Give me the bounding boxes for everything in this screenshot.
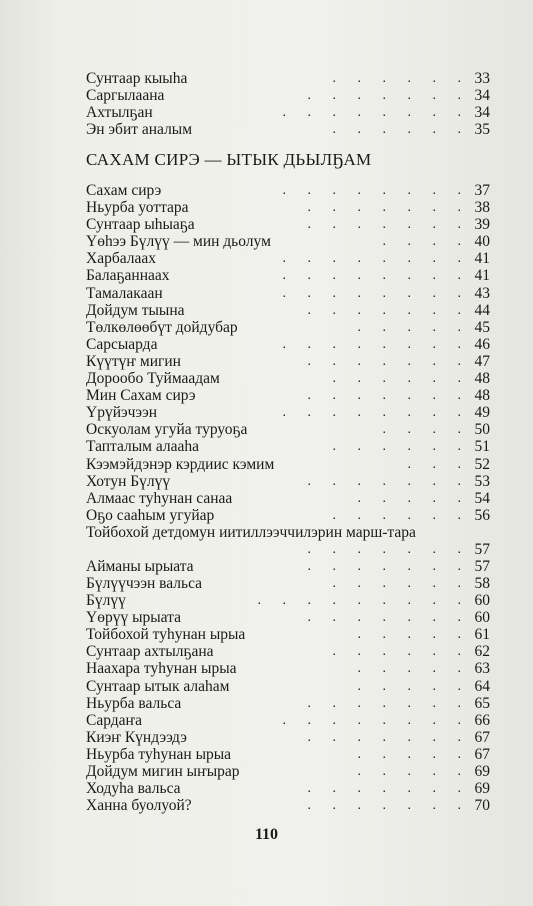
toc-entry [86,370,490,387]
toc-leader-dots: . . . . . . . [307,353,470,369]
toc-entry-page: 67 [474,728,490,746]
toc-entry-page: 41 [474,250,490,268]
toc-entry [86,473,490,490]
toc-entry [86,199,490,216]
toc-entry-page: 34 [474,104,490,122]
toc-leader-dots: . . . . . . [332,575,470,591]
toc-entry [86,404,490,421]
toc-entry-title: Саргылаана [86,87,165,105]
toc-entry [86,524,490,558]
toc-entry [86,387,490,404]
toc-leader-dots: . . . [407,456,470,472]
toc-entry [86,780,490,797]
toc-entry-title: Күүтүҥ мигин [86,352,181,370]
toc-leader-dots: . . . . . . . . . [257,593,470,609]
toc-leader-dots: . . . . . [357,661,470,677]
toc-entry-page: 43 [474,284,490,302]
toc-entry [86,729,490,746]
toc-entry-title: Үөһээ Бүлүү — мин дьолум [86,233,271,251]
toc-entry-page: 50 [474,421,490,439]
toc-leader-dots: . . . . . . . . [282,285,470,301]
toc-entry-title: Бүлүү [86,592,126,610]
toc-entry-page: 48 [474,387,490,405]
toc-entry-title: Үрүйэчээн [86,404,158,422]
toc-entry-title: Ходуһа вальса [86,780,181,798]
toc-entry [86,490,490,507]
toc-leader-dots: . . . . . . . . [282,336,470,352]
toc-entry-page: 57 [474,557,490,575]
toc-leader-dots: . . . . . . . . [282,268,470,284]
toc-entry-title: Тапталым алааһа [86,438,200,456]
toc-entry-title: Дорообо Туймаадам [86,370,220,388]
toc-entry [86,626,490,643]
toc-entry [86,712,490,729]
toc-leader-dots: . . . . . . [332,71,470,86]
toc-leader-dots: . . . . . [357,627,470,643]
toc-entry-title: Сардаҥа [86,711,143,729]
toc-entry [86,285,490,302]
toc-entry [86,182,490,199]
toc-leader-dots: . . . . . . . . [282,712,470,728]
toc-entry [86,558,490,575]
toc-entry-title: Тойбохой туһунан ырыа [86,626,246,644]
toc-entry-title: Төлкөлөөбүт дойдубар [86,318,238,336]
toc-entry-title: Сарсыарда [86,335,158,353]
toc-entry-page: 45 [474,318,490,336]
toc-entry-title: Дойдум тыына [86,301,185,319]
toc-leader-dots: . . . . . . . . [282,251,470,267]
toc-leader-dots: . . . . . . [332,644,470,660]
toc-entry-page: 54 [474,489,490,507]
toc-entry [86,319,490,336]
toc-entry [86,746,490,763]
toc-leader-dots: . . . . . . . [307,88,470,104]
toc-entry-title: Сахам сирэ [86,182,162,199]
toc-entry [86,643,490,660]
toc-entry-page: 63 [474,660,490,678]
toc-entry-title: Ньурба уоттара [86,199,189,217]
toc-leader-dots: . . . . . . . . [282,105,470,121]
toc-entry-page: 64 [474,677,490,695]
toc-entry [86,70,490,87]
toc-entry-title: Ханна буолуой? [86,797,192,815]
toc-entry-title: Наахара туһунан ырыа [86,660,237,678]
toc-entry-title: Сунтаар ахтылҕана [86,643,214,661]
toc-entry [86,507,490,524]
toc-entry [86,121,490,138]
toc-entry-title: Киэҥ Күндээдэ [86,728,187,746]
toc-entry-title: Харбалаах [86,250,156,268]
toc-entry [86,353,490,370]
toc-leader-dots: . . . . . [357,319,470,335]
section-heading: САХАМ СИРЭ — ЫТЫК ДЬЫЛҔАМ [86,150,372,169]
toc-entry-title: Алмаас туһунан санаа [86,489,233,507]
toc-leader-dots: . . . . . [357,746,470,762]
toc-entry-page: 62 [474,643,490,661]
toc-leader-dots: . . . . . . [332,122,470,138]
toc-entry [86,456,490,473]
toc-entry [86,216,490,233]
toc-leader-dots: . . . . . [357,490,470,506]
toc-leader-dots: . . . . . . [332,439,470,455]
toc-entry-title: Мин Сахам сирэ [86,387,196,405]
page-number: 110 [254,826,279,843]
toc-entry-title: Сунтаар ыһыаҕа [86,216,195,234]
toc-entry-page: 51 [474,438,490,456]
toc-leader-dots: . . . . . . [332,507,470,523]
toc-entry [86,797,490,814]
toc-entry-page: 37 [474,182,490,199]
toc-entry-title: Ахтылҕан [86,104,153,122]
toc-entry-title: Ньурба вальса [86,694,182,712]
toc-leader-dots: . . . . [382,234,470,250]
toc-entry [86,336,490,353]
toc-entry-title: Дойдум мигин ыҥырар [86,763,240,780]
toc-entry-page: 66 [474,711,490,729]
toc-entry-page: 38 [474,199,490,217]
toc-entry-title: Оскуолам угуйа туруоҕа [86,421,248,439]
toc-leader-dots: . . . . . . . [307,729,470,745]
toc-entry-page: 60 [474,609,490,627]
toc-entry [86,250,490,267]
toc-entry [86,609,490,626]
toc-entry-page: 70 [474,797,490,815]
toc-entry-title: Ньурба туһунан ырыа [86,745,232,763]
toc-leader-dots: . . . . . . . [307,217,470,233]
toc-entry-page: 34 [474,87,490,105]
toc-entry-title: Оҕо сааһым угуйар [86,506,215,524]
toc-entry-title: Кээмэйдэнэр кэрдиис кэмим [86,455,275,473]
toc-leader-dots: . . . . . . . . [282,183,470,198]
toc-leader-dots: . . . . . . . [307,473,470,489]
toc-entry-title: Үөрүү ырыата [86,609,181,627]
toc-leader-dots: . . . . . . . . [282,405,470,421]
toc-entry [86,660,490,677]
toc-leader-dots: . . . . . [357,678,470,694]
toc-entry [86,678,490,695]
toc-entry [86,421,490,438]
toc-entry-title: Балаҕаннаах [86,267,170,285]
toc-entry [86,104,490,121]
toc-entry-page: 53 [474,472,490,490]
toc-entry-page: 48 [474,370,490,388]
toc-leader-dots: . . . . . . . [307,798,470,814]
toc-entry-title: Эн эбит аналым [86,121,193,139]
toc-entry-page: 47 [474,352,490,370]
toc-entry-title: Бүлүүчээн вальса [86,574,203,592]
toc-entry-page: 40 [474,233,490,251]
toc-top-list [86,70,490,138]
toc-entry-title: Айманы ырыата [86,557,194,575]
toc-leader-dots: . . . . . . . [307,558,470,574]
toc-entry-title: Сунтаар ытык алаһам [86,677,230,695]
toc-leader-dots: . . . . . . . [307,388,470,404]
toc-leader-dots: . . . . [382,422,470,438]
toc-leader-dots: . . . . . . . [307,610,470,626]
toc-entry-page: 49 [474,404,490,422]
toc-entry-page: 57 [474,540,490,558]
toc-entry [86,592,490,609]
toc-entry-page: 61 [474,626,490,644]
toc-leader-dots: . . . . . . . [307,541,470,557]
toc-entry-page: 69 [474,763,490,780]
toc-main-list [86,182,490,814]
toc-entry [86,233,490,250]
toc-entry-page: 44 [474,301,490,319]
toc-entry [86,302,490,319]
toc-entry-page: 46 [474,335,490,353]
toc-entry-page: 67 [474,745,490,763]
toc-entry [86,695,490,712]
toc-entry [86,87,490,104]
toc-entry-title: Сунтаар кыыһа [86,70,188,87]
toc-entry-page: 39 [474,216,490,234]
toc-leader-dots: . . . . . . . [307,302,470,318]
toc-entry-page: 60 [474,592,490,610]
toc-leader-dots: . . . . . . [332,371,470,387]
toc-leader-dots: . . . . . . . [307,781,470,797]
toc-entry-page: 41 [474,267,490,285]
toc-leader-dots: . . . . . [357,764,470,779]
toc-entry-page: 52 [474,455,490,473]
toc-entry-title: Тойбохой детдомун иитиллээччилэрин марш-тара [86,523,416,541]
toc-entry-title: Хотун Бүлүү [86,472,171,490]
toc-leader-dots: . . . . . . . [307,200,470,216]
toc-entry-page: 56 [474,506,490,524]
toc-entry-page: 35 [474,121,490,139]
toc-entry-page: 58 [474,574,490,592]
toc-entry [86,438,490,455]
toc-entry-page: 65 [474,694,490,712]
toc-entry-title: Тамалакаан [86,284,163,302]
toc-entry [86,763,490,780]
toc-entry [86,575,490,592]
toc-entry-page: 33 [474,70,490,87]
toc-entry-page: 69 [474,780,490,798]
toc-leader-dots: . . . . . . . [307,695,470,711]
toc-entry [86,267,490,284]
